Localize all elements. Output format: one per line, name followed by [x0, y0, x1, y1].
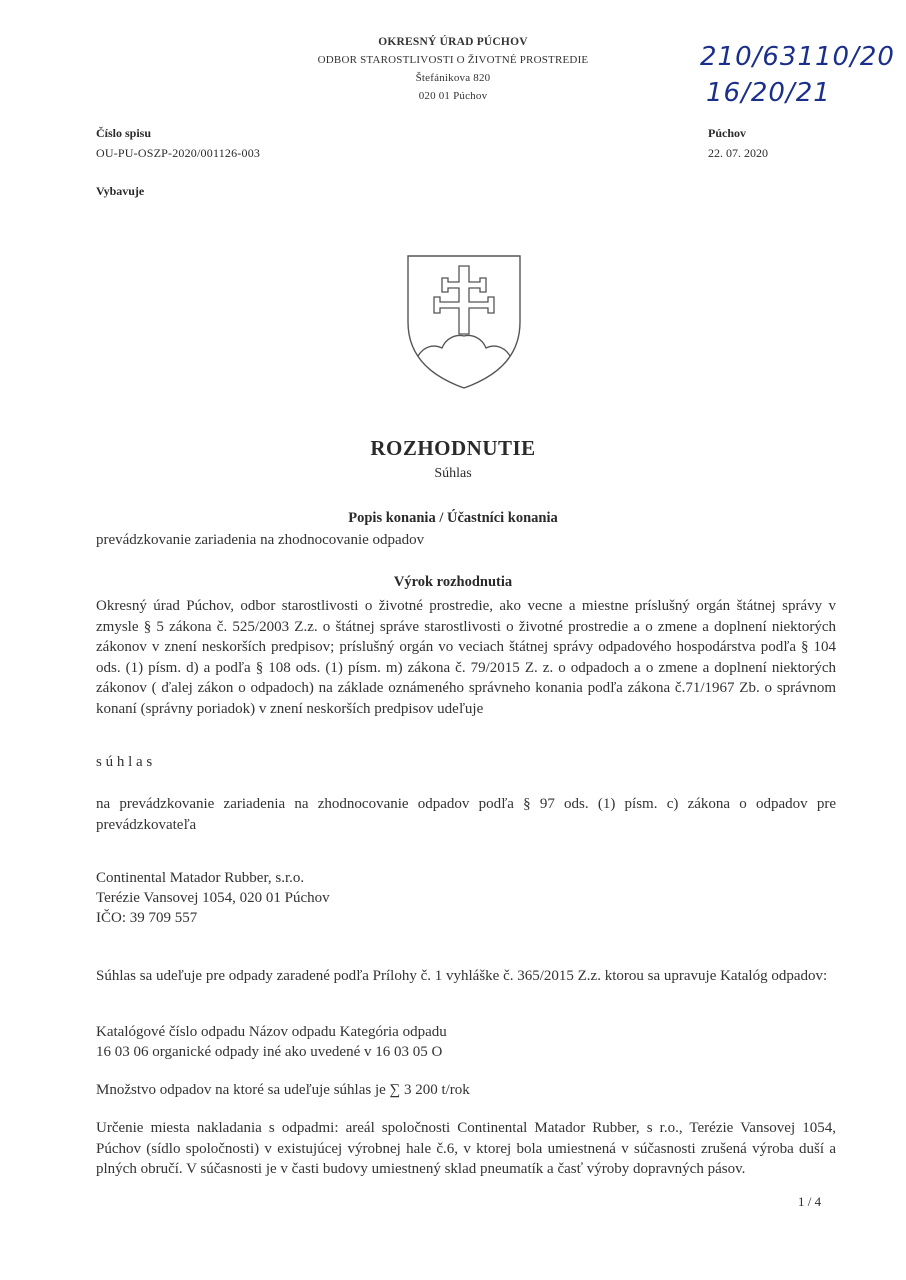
date: 22. 07. 2020 [708, 146, 768, 160]
consent-scope: Súhlas sa udeľuje pre odpady zaradené podľa Prílohy č. 1 vyhláške č. 365/2015 Z.z. ktorou sa upravuje Katalóg odpadov: [96, 968, 828, 984]
waste-location: Určenie miesta nakladania s odpadmi: areál spoločnosti Continental Matador Rubber, s r.o., Terézie Vansovej 1054, Púchov (sídlo spoločnosti) v existujúcej výrobnej hale č.6, v ktorej bola umiestnená v súčasnosti zrušená výroba duší a plných obručí. V súčasnosti je v časti budovy umiestnený sklad pneumatík a časť výroby dopravných pásov. [96, 1120, 836, 1177]
section-heading-verdict: Výrok rozhodnutia [393, 574, 513, 590]
office-street: Štefánikova 820 [415, 72, 491, 84]
department-name: ODBOR STAROSTLIVOSTI O ŽIVOTNÉ PROSTREDIE [317, 54, 589, 66]
office-name: OKRESNÝ ÚRAD PÚCHOV [378, 36, 528, 48]
waste-quantity: Množstvo odpadov na ktoré sa udeľuje súhlas je ∑ 3 200 t/rok [96, 1082, 470, 1098]
file-number-label: Číslo spisu [96, 126, 152, 140]
company-address: Terézie Vansovej 1054, 020 01 Púchov [96, 890, 330, 906]
consent-word: s ú h l a s [96, 754, 153, 770]
office-city: 020 01 Púchov [418, 90, 488, 102]
place: Púchov [708, 126, 747, 140]
section-text-participants: prevádzkovanie zariadenia na zhodnocovanie odpadov [96, 532, 425, 548]
company-name: Continental Matador Rubber, s.r.o. [96, 870, 305, 886]
handwritten-reference-2: 16/20/21 [706, 78, 831, 108]
consent-text: na prevádzkovanie zariadenia na zhodnocovanie odpadov podľa § 97 ods. (1) písm. c) zákona o odpadov pre prevádzkovateľa [96, 796, 836, 833]
company-ico: IČO: 39 709 557 [96, 910, 198, 926]
section-text-verdict: Okresný úrad Púchov, odbor starostlivosti o životné prostredie, ako vecne a miestne príslušný orgán štátnej správy v zmysle § 5 zákona č. 525/2003 Z.z. o štátnej správe starostlivosti o životné prostredie a o zmene a doplnení niektorých zákonov v znení neskorších predpisov; príslušný orgán vo veciach štátnej správy odpadového hospodárstva podľa § 104 ods. (1) písm. d) a podľa § 108 ods. (1) písm. m) zákona č. 79/2015 Z. z. o odpadoch a o zmene a doplnení niektorých zákonov ( ďalej zákon o odpadoch) na základe oznámeného správneho konania podľa zákona č.71/1967 Zb. o správnom konaní (správny poriadok) v znení neskorších predpisov udeľuje [96, 598, 836, 717]
file-number: OU-PU-OSZP-2020/001126-003 [96, 146, 261, 160]
page-number: 1 / 4 [798, 1194, 822, 1209]
page-title: ROZHODNUTIE [370, 436, 536, 460]
page-subtitle: Súhlas [434, 466, 472, 481]
waste-table-header: Katalógové číslo odpadu Názov odpadu Kategória odpadu [96, 1024, 447, 1040]
handled-by-label: Vybavuje [96, 184, 145, 198]
waste-table-row: 16 03 06 organické odpady iné ako uvedené v 16 03 05 O [96, 1044, 443, 1060]
section-heading-participants: Popis konania / Účastníci konania [348, 510, 558, 526]
handwritten-reference-1: 210/63110/20 [700, 42, 895, 72]
slovak-coat-of-arms-icon [404, 252, 524, 392]
